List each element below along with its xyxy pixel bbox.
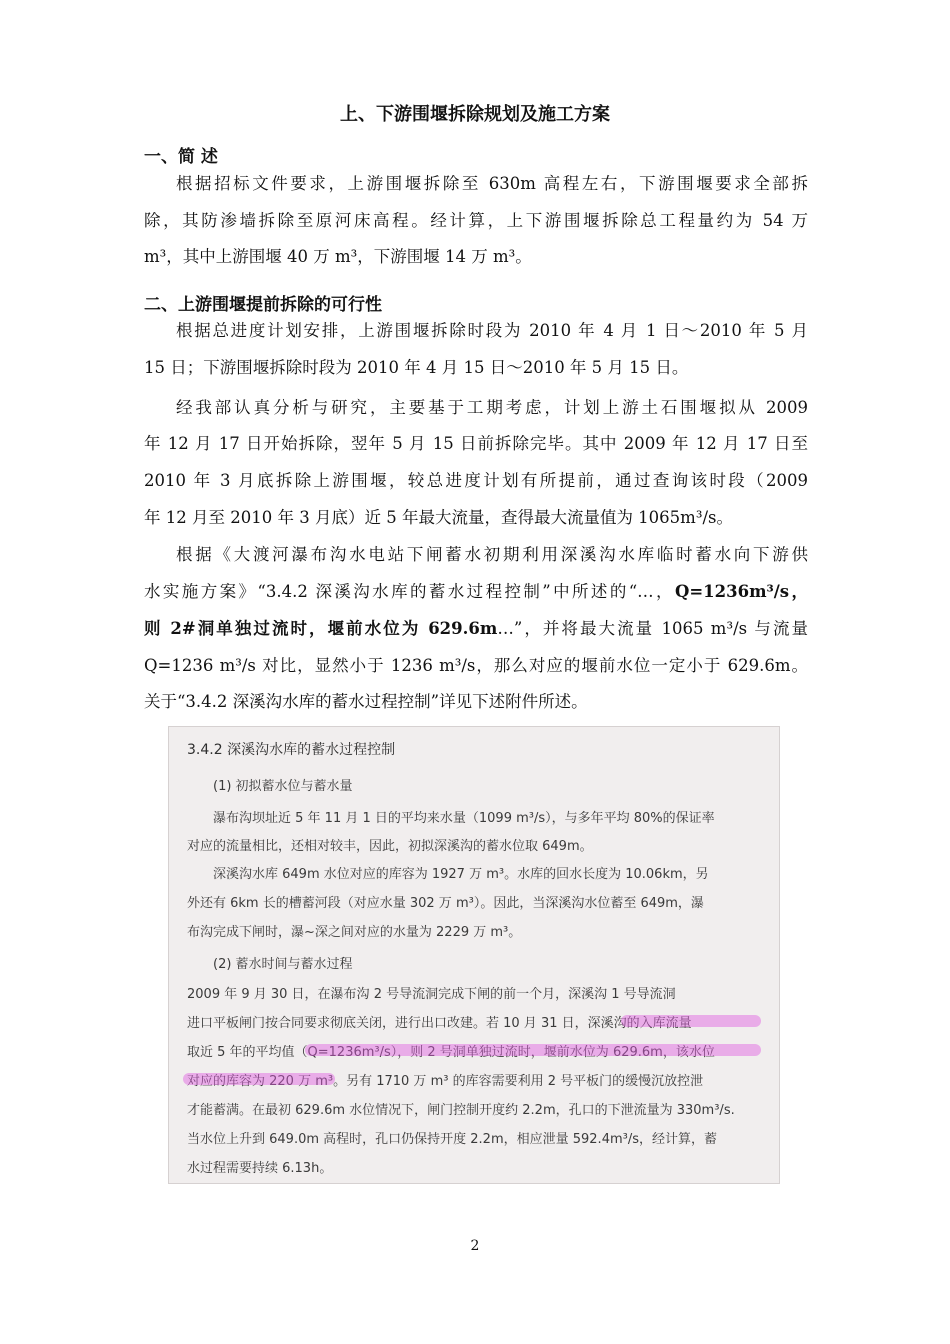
paragraph-line: Q=1236 m³/s 对比，显然小于 1236 m³/s，那么对应的堰前水位一定小于 629.6m。	[144, 656, 808, 675]
scan-heading: 3.4.2 深溪沟水库的蓄水过程控制	[187, 742, 396, 758]
scan-line: 瀑布沟坝址近 5 年 11 月 1 日的平均来水量（1099 m³/s），与多年平均 80%的保证率	[213, 811, 715, 826]
page-number: 2	[470, 1238, 480, 1254]
scan-line: 水过程需要持续 6.13h。	[187, 1161, 333, 1176]
section-heading-overview: 一、简 述	[144, 147, 218, 167]
scan-subheading: (1) 初拟蓄水位与蓄水量	[213, 779, 353, 794]
scan-line: 进口平板闸门按合同要求彻底关闭，进行出口改建。若 10 月 31 日，深溪沟的入库流量	[187, 1016, 692, 1031]
paragraph-line: 除，其防渗墙拆除至原河床高程。经计算，上下游围堰拆除总工程量约为 54 万	[144, 211, 808, 230]
paragraph-line: 根据招标文件要求，上游围堰拆除至 630m 高程左右，下游围堰要求全部拆	[176, 174, 808, 193]
highlight-mark	[305, 1044, 761, 1056]
scan-subheading: (2) 蓄水时间与蓄水过程	[213, 957, 353, 972]
paragraph-line: 关于“3.4.2 深溪沟水库的蓄水过程控制”详见下述附件所述。	[144, 692, 588, 711]
highlight-mark	[183, 1073, 335, 1085]
bold-water-level: 则 2#洞单独过流时，堰前水位为 629.6m	[144, 619, 498, 638]
scanned-appendix-image	[168, 726, 780, 1184]
paragraph-text: …”，并将最大流量 1065 m³/s 与流量	[497, 619, 809, 638]
paragraph-line: 年 12 月 17 日开始拆除，翌年 5 月 15 日前拆除完毕。其中 2009 年 12 月 17 日至	[144, 434, 808, 453]
paragraph-line: 2010 年 3 月底拆除上游围堰，较总进度计划有所提前，通过查询该时段（2009	[144, 471, 808, 490]
paragraph-line	[144, 617, 808, 641]
paragraph-line: 年 12 月至 2010 年 3 月底）近 5 年最大流量，查得最大流量值为 1065m³/s。	[144, 508, 733, 527]
paragraph-line	[144, 580, 808, 604]
paragraph-line: m³，其中上游围堰 40 万 m³，下游围堰 14 万 m³。	[144, 247, 532, 266]
scan-line: 对应的流量相比，还相对较丰，因此，初拟深溪沟的蓄水位取 649m。	[187, 839, 593, 854]
scan-line: 才能蓄满。在最初 629.6m 水位情况下，闸门控制开度约 2.2m，孔口的下泄流量为 330m³/s.	[187, 1103, 735, 1118]
scan-line: 布沟完成下闸时，瀑~深之间对应的水量为 2229 万 m³。	[187, 925, 522, 940]
document-title: 上、下游围堰拆除规划及施工方案	[340, 104, 610, 125]
paragraph-line: 根据《大渡河瀑布沟水电站下闸蓄水初期利用深溪沟水库临时蓄水向下游供	[176, 545, 808, 564]
section-heading-feasibility: 二、上游围堰提前拆除的可行性	[144, 295, 382, 315]
paragraph-text: 水实施方案》“3.4.2 深溪沟水库的蓄水过程控制”中所述的“…，	[144, 582, 675, 601]
highlight-mark	[621, 1015, 761, 1027]
paragraph-line: 经我部认真分析与研究，主要基于工期考虑，计划上游土石围堰拟从 2009	[176, 398, 808, 417]
scan-line: 取近 5 年的平均值（Q=1236m³/s），则 2 号洞单独过流时，堰前水位为 629.6m，该水位	[187, 1045, 715, 1060]
scan-line: 对应的库容为 220 万 m³。另有 1710 万 m³ 的库容需要利用 2 号平板门的缓慢沉放控泄	[187, 1074, 704, 1089]
scan-line: 深溪沟水库 649m 水位对应的库容为 1927 万 m³。水库的回水长度为 10.06km，另	[213, 867, 709, 882]
scan-line: 当水位上升到 649.0m 高程时，孔口仍保持开度 2.2m，相应泄量 592.4m³/s，经计算，蓄	[187, 1132, 717, 1147]
paragraph-line: 根据总进度计划安排，上游围堰拆除时段为 2010 年 4 月 1 日～2010 年 5 月	[176, 321, 808, 340]
scan-line: 2009 年 9 月 30 日，在瀑布沟 2 号导流洞完成下闸的前一个月，深溪沟 1 号导流洞	[187, 987, 676, 1002]
bold-flow-value: Q=1236m³/s，	[674, 582, 808, 601]
scan-line: 外还有 6km 长的槽蓄河段（对应水量 302 万 m³）。因此，当深溪沟水位蓄至 649m，瀑	[187, 896, 704, 911]
paragraph-line: 15 日；下游围堰拆除时段为 2010 年 4 月 15 日～2010 年 5 月 15 日。	[144, 358, 689, 377]
